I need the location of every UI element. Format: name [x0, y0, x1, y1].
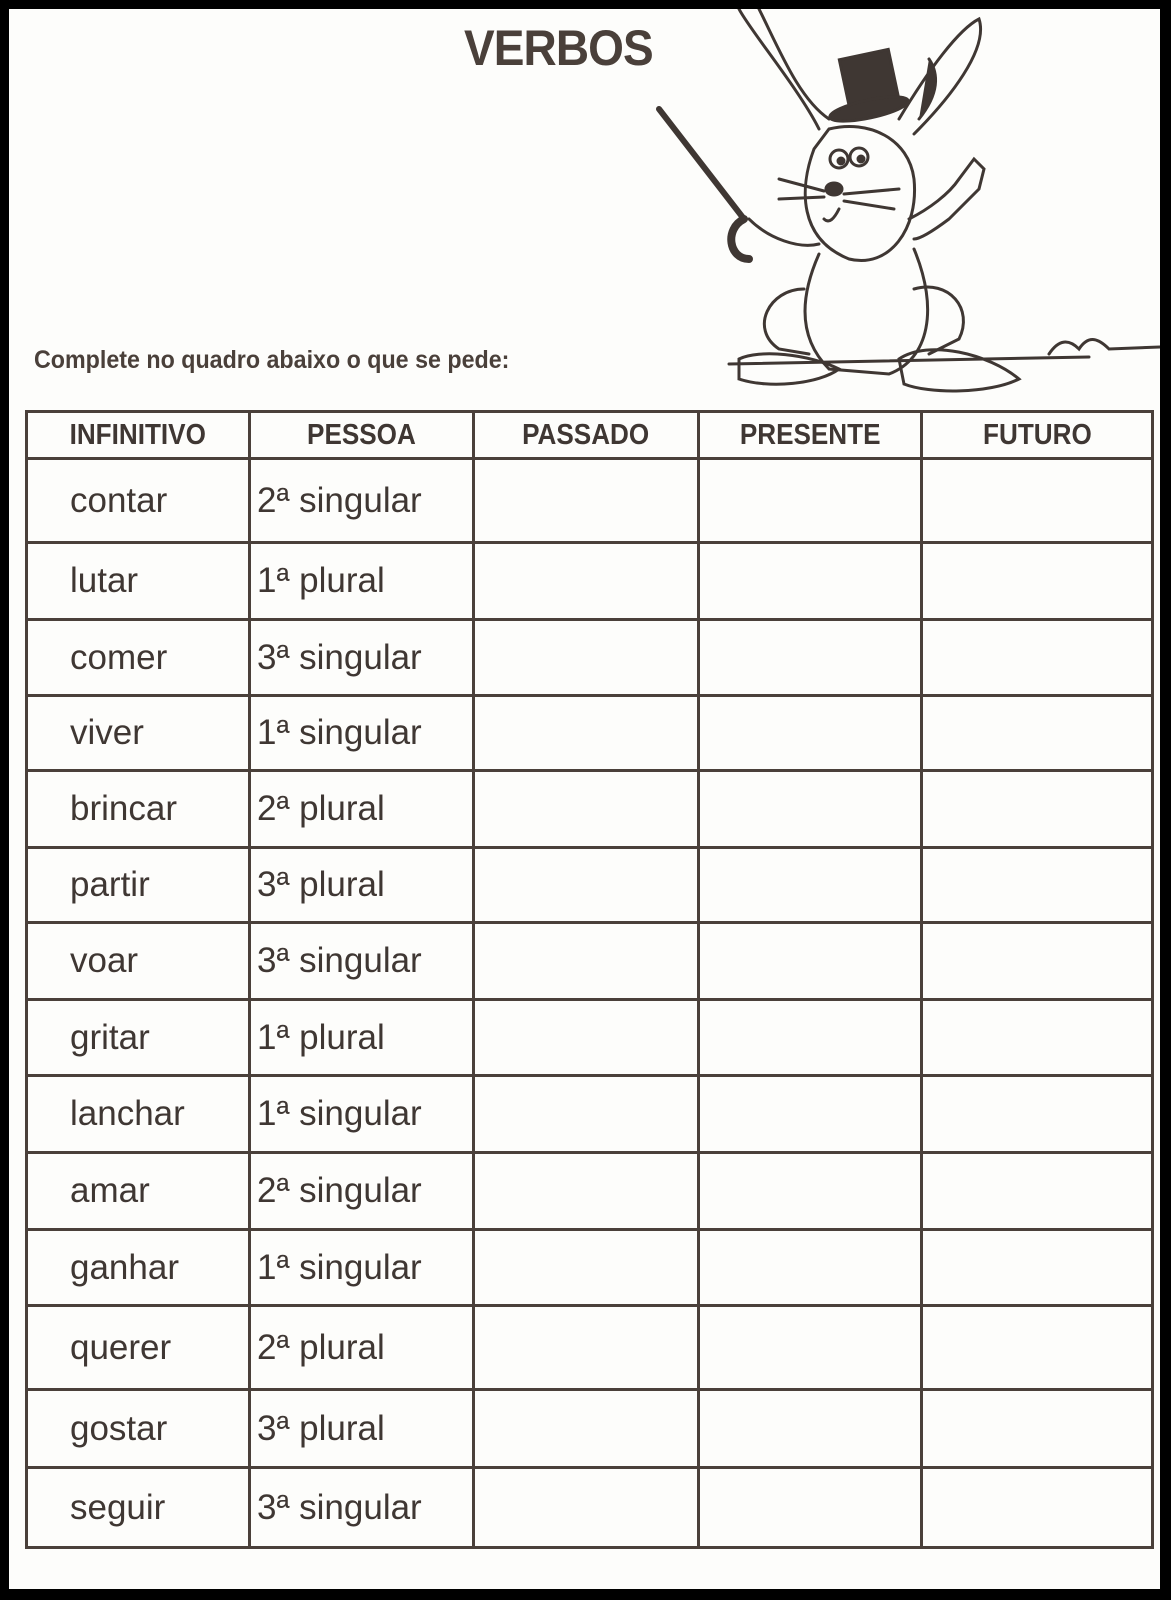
- header-passado: [474, 412, 699, 459]
- passado-answer-cell[interactable]: [474, 1306, 699, 1390]
- header-label: PRESENTE: [739, 418, 881, 451]
- pessoa-cell: 2ª singular: [250, 459, 474, 543]
- presente-answer-cell[interactable]: [699, 1390, 922, 1468]
- futuro-answer-cell[interactable]: [922, 1230, 1153, 1306]
- passado-answer-cell[interactable]: [474, 771, 699, 848]
- table-row: [27, 1306, 1153, 1390]
- futuro-answer-cell[interactable]: [922, 771, 1153, 848]
- pessoa-cell: 1ª plural: [250, 1000, 474, 1076]
- pessoa-cell: 3ª singular: [250, 620, 474, 696]
- table-row: [27, 1000, 1153, 1076]
- table-row: [27, 543, 1153, 620]
- table-row: [27, 1153, 1153, 1230]
- futuro-answer-cell[interactable]: [922, 459, 1153, 543]
- infinitivo-cell: viver: [27, 696, 250, 771]
- table-row: [27, 696, 1153, 771]
- futuro-answer-cell[interactable]: [922, 620, 1153, 696]
- infinitivo-cell: querer: [27, 1306, 250, 1390]
- instruction-text: Complete no quadro abaixo o que se pede:: [34, 346, 510, 374]
- infinitivo-cell: amar: [27, 1153, 250, 1230]
- infinitivo-cell: gostar: [27, 1390, 250, 1468]
- presente-answer-cell[interactable]: [699, 543, 922, 620]
- header-infinitivo: [27, 412, 250, 459]
- table-row: [27, 1076, 1153, 1153]
- futuro-answer-cell[interactable]: [922, 1390, 1153, 1468]
- infinitivo-cell: ganhar: [27, 1230, 250, 1306]
- header-futuro: [922, 412, 1153, 459]
- passado-answer-cell[interactable]: [474, 1076, 699, 1153]
- verbs-table: [25, 410, 1154, 1549]
- infinitivo-cell: voar: [27, 923, 250, 1000]
- table-row: [27, 923, 1153, 1000]
- pessoa-cell: 1ª singular: [250, 1076, 474, 1153]
- passado-answer-cell[interactable]: [474, 1153, 699, 1230]
- infinitivo-cell: seguir: [27, 1468, 250, 1548]
- passado-answer-cell[interactable]: [474, 543, 699, 620]
- presente-answer-cell[interactable]: [699, 696, 922, 771]
- table-row: [27, 1230, 1153, 1306]
- pessoa-cell: 3ª singular: [250, 1468, 474, 1548]
- header-label: FUTURO: [982, 418, 1092, 451]
- table-header-row: [27, 412, 1153, 459]
- pessoa-cell: 3ª plural: [250, 848, 474, 923]
- pessoa-cell: 1ª plural: [250, 543, 474, 620]
- presente-answer-cell[interactable]: [699, 620, 922, 696]
- passado-answer-cell[interactable]: [474, 1230, 699, 1306]
- presente-answer-cell[interactable]: [699, 459, 922, 543]
- header-label: PASSADO: [522, 418, 650, 451]
- pessoa-cell: 2ª singular: [250, 1153, 474, 1230]
- futuro-answer-cell[interactable]: [922, 543, 1153, 620]
- infinitivo-cell: comer: [27, 620, 250, 696]
- passado-answer-cell[interactable]: [474, 923, 699, 1000]
- passado-answer-cell[interactable]: [474, 1000, 699, 1076]
- pessoa-cell: 1ª singular: [250, 696, 474, 771]
- table-row: [27, 848, 1153, 923]
- presente-answer-cell[interactable]: [699, 1000, 922, 1076]
- passado-answer-cell[interactable]: [474, 1468, 699, 1548]
- passado-answer-cell[interactable]: [474, 620, 699, 696]
- table-row: [27, 1390, 1153, 1468]
- infinitivo-cell: contar: [27, 459, 250, 543]
- futuro-answer-cell[interactable]: [922, 1153, 1153, 1230]
- infinitivo-cell: lanchar: [27, 1076, 250, 1153]
- passado-answer-cell[interactable]: [474, 848, 699, 923]
- presente-answer-cell[interactable]: [699, 848, 922, 923]
- futuro-answer-cell[interactable]: [922, 923, 1153, 1000]
- infinitivo-cell: brincar: [27, 771, 250, 848]
- table-row: [27, 620, 1153, 696]
- futuro-answer-cell[interactable]: [922, 1000, 1153, 1076]
- passado-answer-cell[interactable]: [474, 459, 699, 543]
- futuro-answer-cell[interactable]: [922, 696, 1153, 771]
- infinitivo-cell: lutar: [27, 543, 250, 620]
- header-label: PESSOA: [307, 418, 416, 451]
- header-label: INFINITIVO: [69, 418, 207, 451]
- infinitivo-cell: gritar: [27, 1000, 250, 1076]
- presente-answer-cell[interactable]: [699, 1076, 922, 1153]
- passado-answer-cell[interactable]: [474, 696, 699, 771]
- pessoa-cell: 2ª plural: [250, 771, 474, 848]
- worksheet-page: [9, 9, 1160, 1589]
- presente-answer-cell[interactable]: [699, 1468, 922, 1548]
- presente-answer-cell[interactable]: [699, 923, 922, 1000]
- pessoa-cell: 1ª singular: [250, 1230, 474, 1306]
- presente-answer-cell[interactable]: [699, 1306, 922, 1390]
- futuro-answer-cell[interactable]: [922, 1306, 1153, 1390]
- table-row: [27, 771, 1153, 848]
- futuro-answer-cell[interactable]: [922, 848, 1153, 923]
- presente-answer-cell[interactable]: [699, 771, 922, 848]
- header-pessoa: [250, 412, 474, 459]
- header-presente: [699, 412, 922, 459]
- presente-answer-cell[interactable]: [699, 1153, 922, 1230]
- table-row: [27, 1468, 1153, 1548]
- passado-answer-cell[interactable]: [474, 1390, 699, 1468]
- page-title: VERBOS: [464, 20, 653, 76]
- infinitivo-cell: partir: [27, 848, 250, 923]
- futuro-answer-cell[interactable]: [922, 1076, 1153, 1153]
- pessoa-cell: 2ª plural: [250, 1306, 474, 1390]
- pessoa-cell: 3ª plural: [250, 1390, 474, 1468]
- futuro-answer-cell[interactable]: [922, 1468, 1153, 1548]
- rabbit-magician-icon: [629, 9, 1160, 409]
- table-row: [27, 459, 1153, 543]
- pessoa-cell: 3ª singular: [250, 923, 474, 1000]
- presente-answer-cell[interactable]: [699, 1230, 922, 1306]
